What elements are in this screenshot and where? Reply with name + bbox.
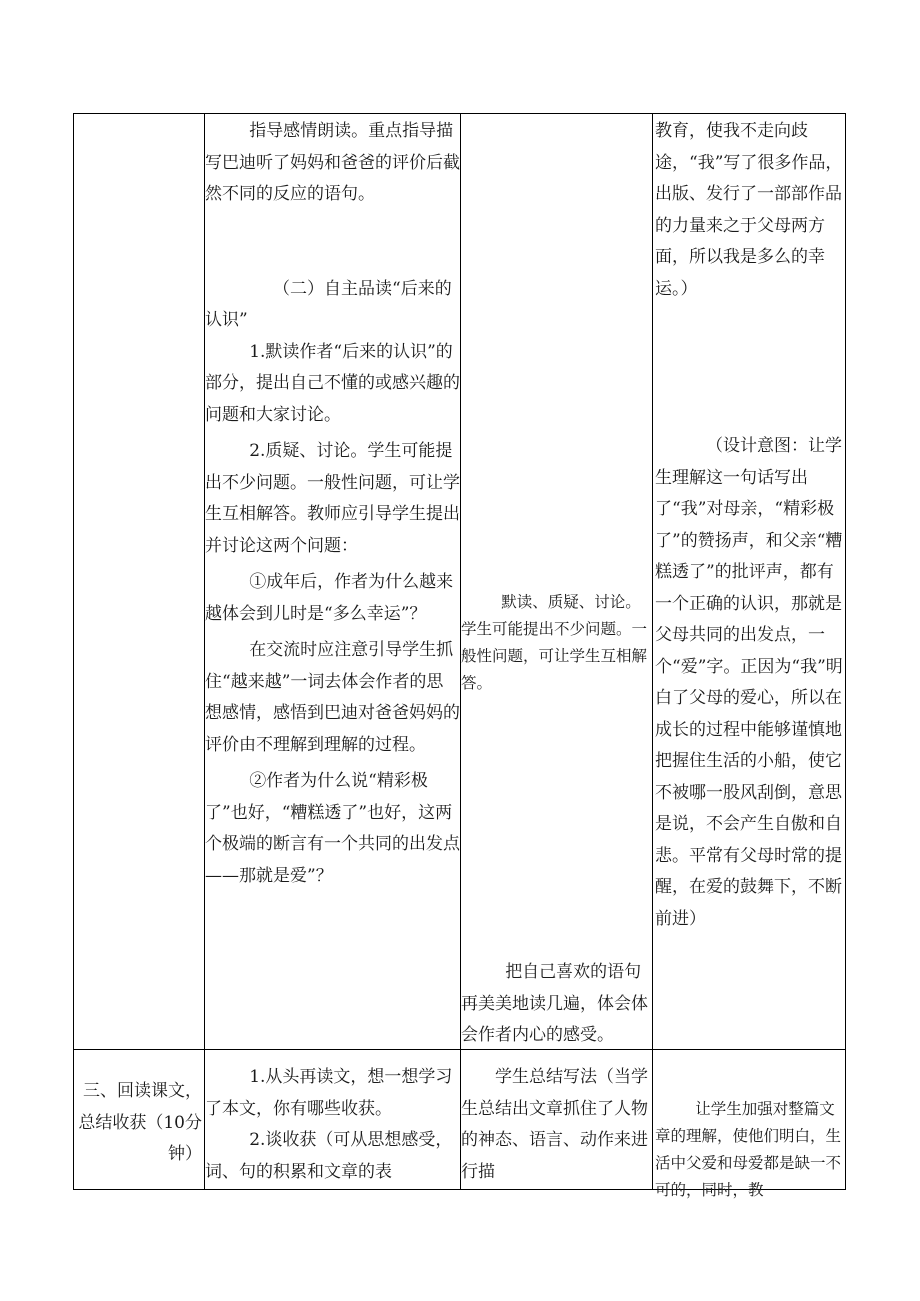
stage-title: 三、回读课文，总结收获（10分钟） — [78, 1081, 202, 1164]
student-reread-text: 把自己喜欢的语句再美美地读几遍，体会体会作者内心的感受。 — [461, 962, 648, 1045]
table-right-border — [845, 113, 846, 1190]
summary-intent-text: 让学生加强对整篇文章的理解，使他们明白，生活中父爱和母爱都是缺一不可的，同时，教 — [655, 1100, 842, 1199]
column-divider-3 — [652, 113, 653, 1190]
summary-student-cell — [461, 1062, 651, 1188]
summary-intent-cell — [655, 1096, 843, 1204]
exchange-guidance-paragraph: 在交流时应注意引导学生抓住“越来越”一词去体会作者的思想感情，感悟到巴迪对爸爸妈妈的评价由不理解到理解的过程。 — [205, 640, 460, 755]
teacher-activity-cell — [205, 116, 460, 892]
design-intent-continued: 教育，使我不走向歧途，“我”写了很多作品，出版、发行了一部部作品的力量来之于父母两方面，所以我是多么的幸运。） — [655, 121, 843, 299]
table-left-border — [73, 113, 74, 1190]
step-2-paragraph: 2.质疑、讨论。学生可能提出不少问题。一般性问题，可让学生互相解答。教师应引导学生提出并讨论这两个问题： — [205, 441, 460, 556]
student-activity-reread — [461, 957, 651, 1052]
summary-step-2: 2.谈收获（可从思想感受，词、句的积累和文章的表 — [205, 1130, 453, 1182]
design-intent-paragraph: （设计意图：让学生理解这一句话写出了“我”对母亲，“精彩极了”的赞扬声，和父亲“糟糕透了”的批评声，都有一个正确的认识，那就是父母共同的出发点，一个“爱”字。正因为“我”明白了父母的爱心，所以在成长的过程中能够谨慎地把握住生活的小船，使它不被哪一股风刮倒，意思是说，不会产生自傲和自悲。平常有父母时常的提醒，在爱的鼓舞下，不断前进） — [655, 436, 843, 929]
student-activity-discuss — [461, 589, 651, 697]
section-heading-2: （二）自主品读“后来的认识” — [205, 278, 452, 330]
summary-student-text: 学生总结写法（当学生总结出文章抓住了人物的神态、语言、动作来进行描 — [461, 1067, 648, 1182]
guided-reading-paragraph: 指导感情朗读。重点指导描写巴迪听了妈妈和爸爸的评价后截然不同的反应的语句。 — [205, 121, 460, 204]
question-2-paragraph: ②作者为什么说“精彩极了”也好，“糟糕透了”也好，这两个极端的断言有一个共同的出发点——那就是爱”？ — [205, 771, 460, 886]
step-1-paragraph: 1.默读作者“后来的认识”的部分，提出自己不懂的或感兴趣的问题和大家讨论。 — [205, 341, 460, 425]
design-intent-cell — [655, 116, 843, 935]
student-discuss-text: 默读、质疑、讨论。学生可能提出不少问题。一般性问题，可让学生互相解答。 — [461, 593, 648, 692]
question-1-paragraph: ①成年后，作者为什么越来越体会到儿时是“多么幸运”？ — [205, 572, 454, 624]
summary-activity-cell — [205, 1062, 460, 1188]
summary-step-1: 1.从头再读文，想一想学习了本文，你有哪些收获。 — [205, 1067, 453, 1119]
stage-title-cell — [76, 1076, 202, 1171]
